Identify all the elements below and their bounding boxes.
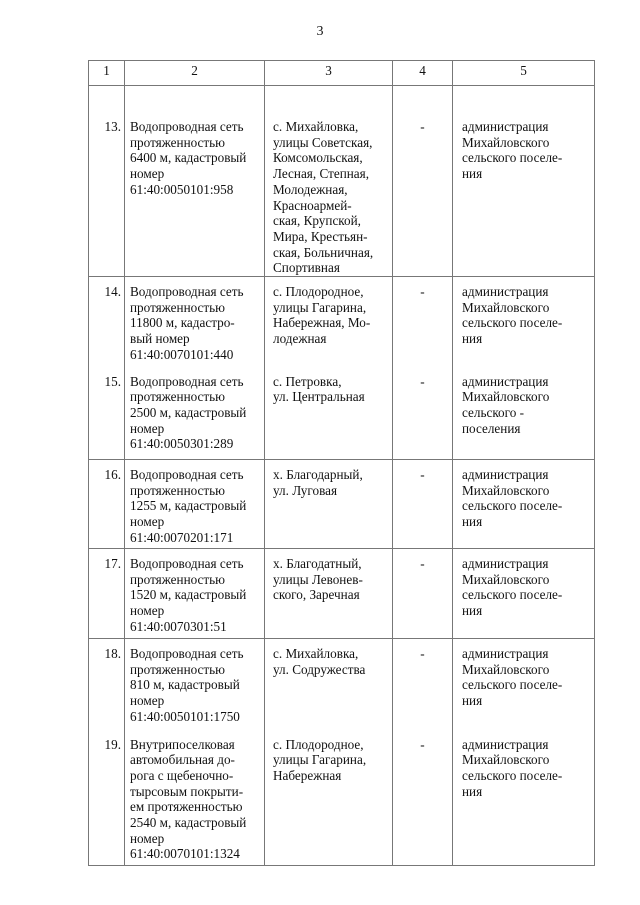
column-header: 3 xyxy=(265,61,393,86)
object-address: с. Плодородное, улицы Гагарина, Набережная xyxy=(265,731,393,866)
table-row xyxy=(89,86,595,277)
holder-name: администрация Михайловского сельского поселе- ния xyxy=(453,549,595,639)
object-name: Водопроводная сеть протяженностью 1255 м, кадастровый номер 61:40:0070201:171 xyxy=(125,460,265,549)
table-row xyxy=(89,277,595,368)
row-number: 13. xyxy=(89,86,125,277)
page-number: 3 xyxy=(316,24,324,39)
object-address: с. Михайловка, ул. Содружества xyxy=(265,639,393,731)
object-address: с. Петровка, ул. Центральная xyxy=(265,368,393,460)
row-number: 17. xyxy=(89,549,125,639)
column-4-value: - xyxy=(393,460,453,549)
column-4-value: - xyxy=(393,86,453,277)
holder-name: администрация Михайловского сельского поселе- ния xyxy=(453,639,595,731)
object-name: Водопроводная сеть протяженностью 1520 м, кадастровый номер 61:40:0070301:51 xyxy=(125,549,265,639)
property-table xyxy=(88,60,595,866)
object-address: х. Благодатный, улицы Левонев- ского, Заречная xyxy=(265,549,393,639)
table-row xyxy=(89,549,595,639)
row-number: 19. xyxy=(89,731,125,866)
holder-name: администрация Михайловского сельского - поселения xyxy=(453,368,595,460)
table-row xyxy=(89,731,595,866)
row-number: 15. xyxy=(89,368,125,460)
column-header: 4 xyxy=(393,61,453,86)
column-header: 2 xyxy=(125,61,265,86)
object-name: Внутрипоселковая автомобильная до- рога с щебеночно- тырсовым покрыти- ем протяженностью 2540 м, кадастровый номер 61:40:0070101:1324 xyxy=(125,731,265,866)
object-address: х. Благодарный, ул. Луговая xyxy=(265,460,393,549)
column-header: 1 xyxy=(89,61,125,86)
table-row xyxy=(89,368,595,460)
row-number: 18. xyxy=(89,639,125,731)
object-name: Водопроводная сеть протяженностью 6400 м, кадастровый номер 61:40:0050101:958 xyxy=(125,86,265,277)
holder-name: администрация Михайловского сельского поселе- ния xyxy=(453,277,595,368)
table-row xyxy=(89,639,595,731)
row-number: 16. xyxy=(89,460,125,549)
holder-name: администрация Михайловского сельского поселе- ния xyxy=(453,460,595,549)
column-4-value: - xyxy=(393,731,453,866)
object-name: Водопроводная сеть протяженностью 11800 м, кадастро- вый номер 61:40:0070101:440 xyxy=(125,277,265,368)
column-4-value: - xyxy=(393,277,453,368)
column-4-value: - xyxy=(393,549,453,639)
row-number: 14. xyxy=(89,277,125,368)
object-name: Водопроводная сеть протяженностью 2500 м, кадастровый номер 61:40:0050301:289 xyxy=(125,368,265,460)
holder-name: администрация Михайловского сельского поселе- ния xyxy=(453,86,595,277)
object-name: Водопроводная сеть протяженностью 810 м, кадастровый номер 61:40:0050101:1750 xyxy=(125,639,265,731)
object-address: с. Плодородное, улицы Гагарина, Набережная, Мо- лодежная xyxy=(265,277,393,368)
holder-name: администрация Михайловского сельского поселе- ния xyxy=(453,731,595,866)
column-4-value: - xyxy=(393,368,453,460)
table-row xyxy=(89,460,595,549)
object-address: с. Михайловка, улицы Советская, Комсомольская, Лесная, Степная, Молодежная, Красноармей- ская, Крупской, Мира, Крестьян- ская, Больничная, Спортивная xyxy=(265,86,393,277)
table-header-row xyxy=(89,61,595,86)
column-4-value: - xyxy=(393,639,453,731)
column-header: 5 xyxy=(453,61,595,86)
